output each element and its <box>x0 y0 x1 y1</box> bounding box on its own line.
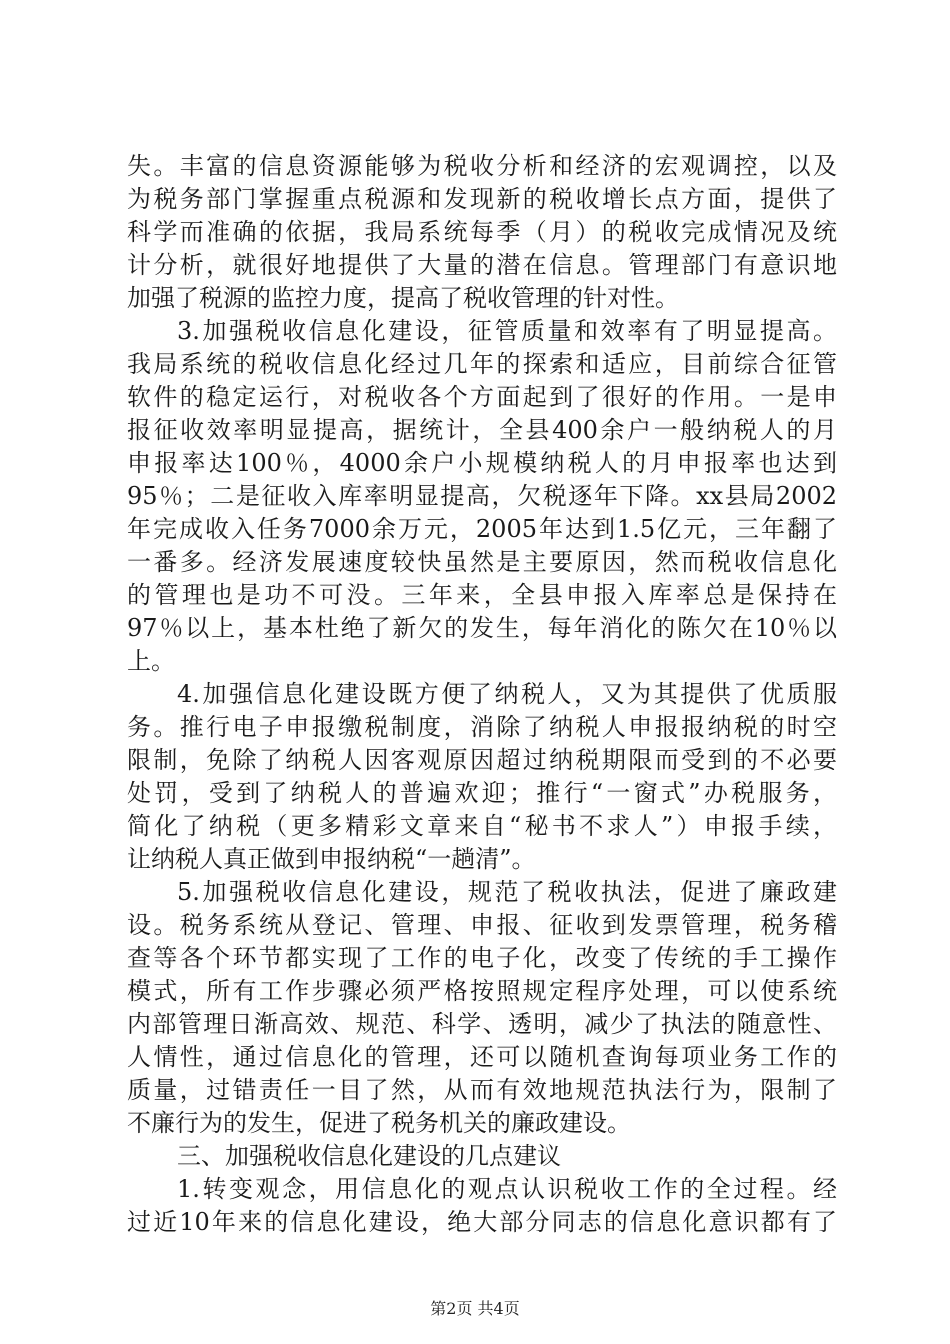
text-line: 加强了税源的监控力度，提高了税收管理的针对性。 <box>127 284 679 312</box>
text-line: 计分析，就很好地提供了大量的潜在信息。管理部门有意识地 <box>127 251 837 279</box>
text-line: 设。税务系统从登记、管理、申报、征收到发票管理，税务稽 <box>127 911 837 939</box>
text-line: 失。丰富的信息资源能够为税收分析和经济的宏观调控，以及 <box>127 152 837 180</box>
paragraph-heading-5: 5.加强税收信息化建设，规范了税收执法，促进了廉政建 <box>177 878 837 906</box>
paragraph-heading-3: 3.加强税收信息化建设，征管质量和效率有了明显提高。 <box>177 317 837 345</box>
section-heading: 三、加强税收信息化建设的几点建议 <box>177 1142 561 1170</box>
text-line: 不廉行为的发生，促进了税务机关的廉政建设。 <box>127 1109 631 1137</box>
text-line: 的管理也是功不可没。三年来，全县申报入库率总是保持在 <box>127 581 837 609</box>
text-line: 上。 <box>127 647 175 675</box>
text-line: 处罚，受到了纳税人的普遍欢迎；推行“一窗式”办税服务， <box>127 779 837 807</box>
text-line: 质量，过错责任一目了然，从而有效地规范执法行为，限制了 <box>127 1076 837 1104</box>
text-line: 内部管理日渐高效、规范、科学、透明，减少了执法的随意性、 <box>127 1010 837 1038</box>
text-line: 让纳税人真正做到申报纳税“一趟清”。 <box>127 845 536 873</box>
text-line: 查等各个环节都实现了工作的电子化，改变了传统的手工操作 <box>127 944 837 972</box>
text-line: 报征收效率明显提高，据统计，全县400余户一般纳税人的月 <box>127 416 837 444</box>
text-line: 过近10年来的信息化建设，绝大部分同志的信息化意识都有了 <box>127 1208 837 1236</box>
document-body <box>127 150 837 1239</box>
text-line: 年完成收入任务7000余万元，2005年达到1.5亿元，三年翻了 <box>127 515 837 543</box>
text-line: 95％；二是征收入库率明显提高，欠税逐年下降。xx县局2002 <box>127 482 837 510</box>
text-line: 97％以上，基本杜绝了新欠的发生，每年消化的陈欠在10％以 <box>127 614 837 642</box>
text-line: 科学而准确的依据，我局系统每季（月）的税收完成情况及统 <box>127 218 837 246</box>
text-line: 为税务部门掌握重点税源和发现新的税收增长点方面，提供了 <box>127 185 837 213</box>
paragraph-heading-4: 4.加强信息化建设既方便了纳税人，又为其提供了优质服 <box>177 680 837 708</box>
paragraph-heading-1: 1.转变观念，用信息化的观点认识税收工作的全过程。经 <box>177 1175 837 1203</box>
text-line: 软件的稳定运行，对税收各个方面起到了很好的作用。一是申 <box>127 383 837 411</box>
text-line: 申报率达100％，4000余户小规模纳税人的月申报率也达到 <box>127 449 837 477</box>
text-line: 我局系统的税收信息化经过几年的探索和适应，目前综合征管 <box>127 350 837 378</box>
page-footer: 第2页 共4页 <box>430 1299 520 1318</box>
text-line: 模式，所有工作步骤必须严格按照规定程序处理，可以使系统 <box>127 977 837 1005</box>
text-line: 务。推行电子申报缴税制度，消除了纳税人申报报纳税的时空 <box>127 713 837 741</box>
text-line: 人情性，通过信息化的管理，还可以随机查询每项业务工作的 <box>127 1043 837 1071</box>
text-line: 简化了纳税（更多精彩文章来自“秘书不求人”）申报手续， <box>127 812 837 840</box>
text-line: 限制，免除了纳税人因客观原因超过纳税期限而受到的不必要 <box>127 746 837 774</box>
text-line: 一番多。经济发展速度较快虽然是主要原因，然而税收信息化 <box>127 548 837 576</box>
